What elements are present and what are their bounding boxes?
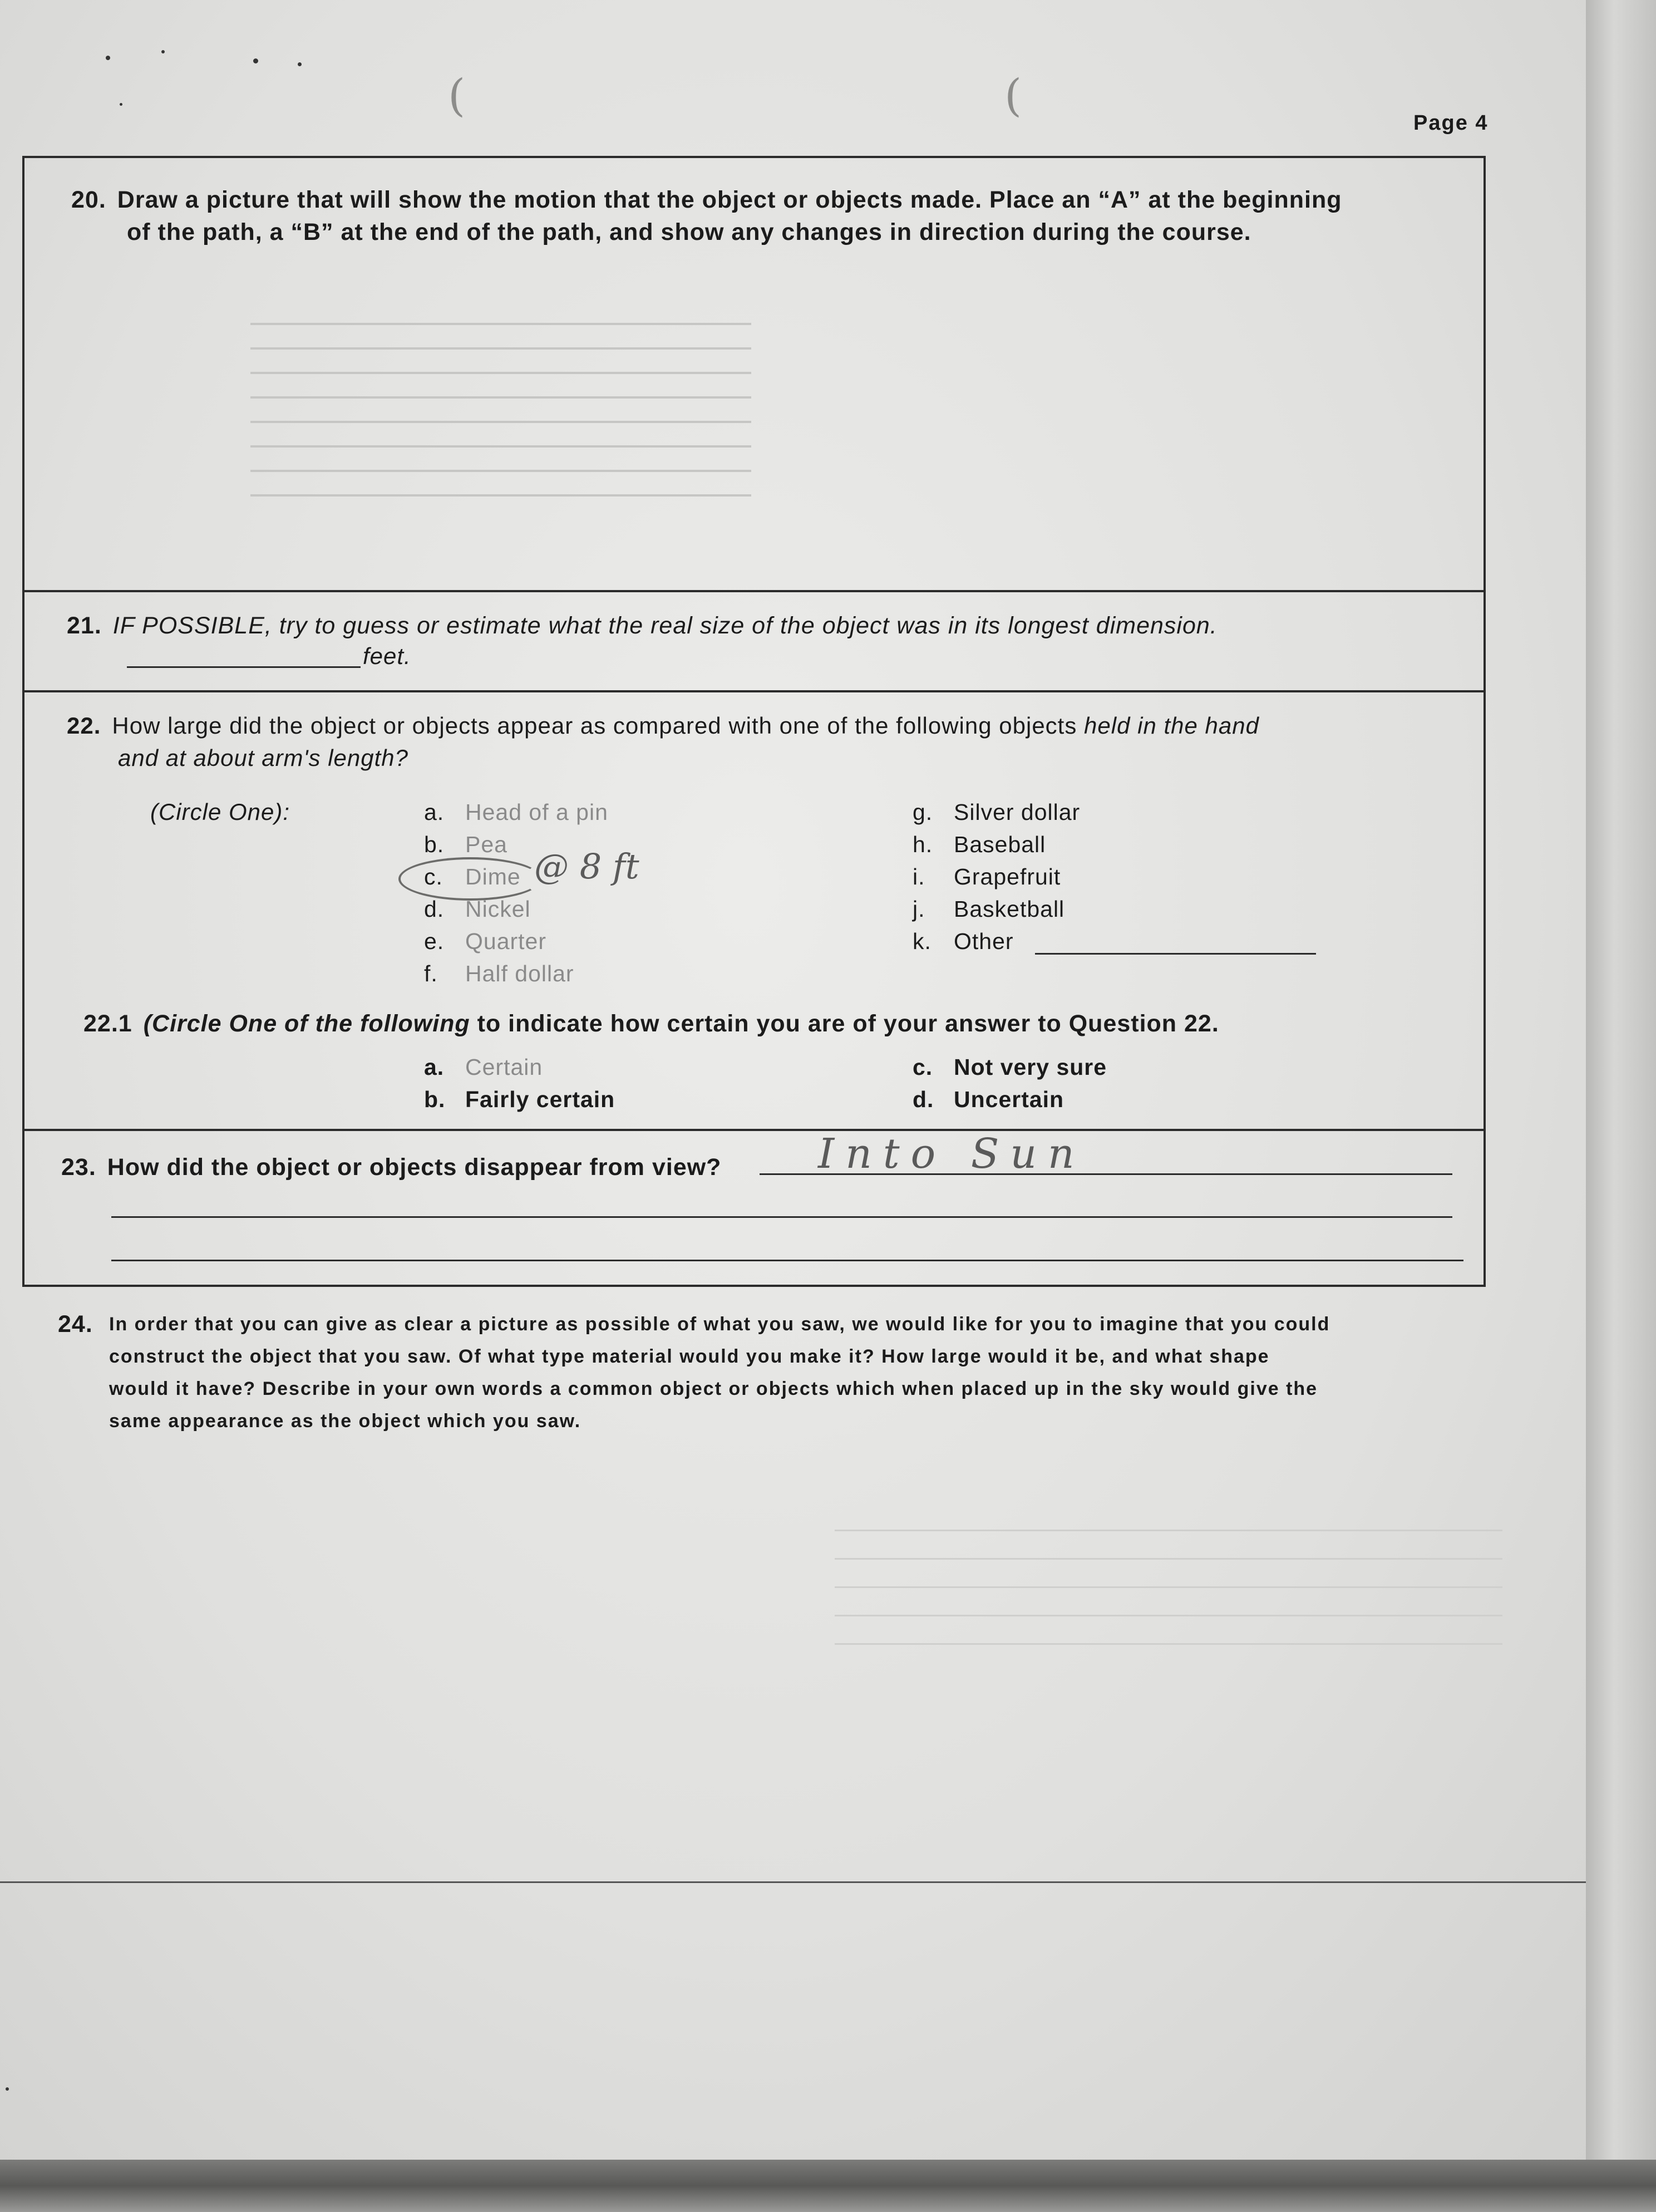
question-22-1 bbox=[83, 1007, 1219, 1040]
size-option[interactable]: j. Basketball bbox=[913, 896, 1065, 922]
size-option[interactable]: b. Pea bbox=[424, 832, 507, 857]
question-20-line2: of the path, a “B” at the end of the path, and show any changes in direction during the course. bbox=[127, 219, 1251, 245]
question-number: 22.1 bbox=[83, 1010, 132, 1037]
description-answer-area[interactable] bbox=[27, 1447, 1481, 1876]
scan-speck bbox=[253, 58, 258, 63]
size-option[interactable]: i. Grapefruit bbox=[913, 864, 1061, 889]
size-option[interactable]: e. Quarter bbox=[424, 928, 546, 954]
rule-right bbox=[1483, 156, 1486, 1286]
question-24-line1: In order that you can give as clear a picture as possible of what you saw, we would like for you to imagine that you could bbox=[109, 1314, 1330, 1335]
rule-after-q21 bbox=[22, 690, 1486, 692]
question-22-line2: and at about arm's length? bbox=[118, 745, 409, 771]
question-text: (Circle One of the following bbox=[143, 1010, 470, 1037]
size-option-selected[interactable]: c. Dime bbox=[424, 864, 521, 889]
question-number: 22. bbox=[67, 712, 101, 739]
disappear-answer-line-2[interactable] bbox=[111, 1216, 1452, 1218]
rule-bottom bbox=[0, 1881, 1586, 1883]
certainty-option[interactable]: c. Not very sure bbox=[913, 1054, 1107, 1080]
rule-after-q20 bbox=[22, 590, 1486, 592]
question-24-line3: would it have? Describe in your own words a common object or objects which when placed up in the sky would give the bbox=[109, 1378, 1318, 1399]
question-text: Draw a picture that will show the motion that the object or objects made. Place an “A” at the beginning bbox=[117, 186, 1342, 213]
question-number: 23. bbox=[61, 1154, 96, 1181]
handwritten-circle bbox=[398, 857, 542, 901]
question-24 bbox=[58, 1308, 104, 1340]
rule-left bbox=[22, 156, 24, 1286]
question-20 bbox=[71, 184, 1342, 216]
certainty-option[interactable]: d. Uncertain bbox=[913, 1087, 1064, 1112]
question-text: to indicate how certain you are of your answer to Question 22. bbox=[470, 1010, 1219, 1037]
size-option[interactable]: h. Baseball bbox=[913, 832, 1046, 857]
punch-hole-mark: ( bbox=[448, 70, 466, 121]
question-number: 21. bbox=[67, 612, 102, 639]
question-24-line2: construct the object that you saw. Of what type material would you make it? How large would it be, and what shape bbox=[109, 1346, 1270, 1367]
scan-speck bbox=[161, 50, 165, 53]
size-option[interactable]: a. Head of a pin bbox=[424, 799, 608, 825]
scan-speck bbox=[106, 56, 110, 60]
size-option[interactable]: k. Other bbox=[913, 928, 1014, 954]
question-text: How did the object or objects disappear from view? bbox=[107, 1154, 722, 1181]
rule-top bbox=[22, 156, 1486, 158]
other-answer-field[interactable] bbox=[1035, 953, 1316, 955]
question-21 bbox=[67, 609, 1218, 642]
circle-one-instruction: (Circle One): bbox=[150, 799, 290, 825]
handwritten-answer: Into Sun bbox=[818, 1130, 1086, 1178]
question-22 bbox=[67, 710, 1259, 742]
question-23 bbox=[61, 1151, 721, 1183]
handwritten-annotation: @ 8 ft bbox=[534, 846, 639, 887]
question-text: How large did the object or objects appear as compared with one of the following objects bbox=[112, 712, 1085, 739]
size-option[interactable]: g. Silver dollar bbox=[913, 799, 1081, 825]
question-number: 20. bbox=[71, 186, 106, 213]
scan-speck bbox=[120, 103, 122, 106]
size-unit: feet. bbox=[363, 643, 411, 669]
rule-after-q23 bbox=[22, 1285, 1486, 1287]
question-number: 24. bbox=[58, 1311, 93, 1338]
question-text-emphasis: held in the hand bbox=[1084, 712, 1259, 739]
disappear-answer-line-3[interactable] bbox=[111, 1260, 1463, 1261]
drawing-area[interactable] bbox=[27, 256, 1481, 588]
size-option[interactable]: d. Nickel bbox=[424, 896, 531, 922]
rule-after-q22-1 bbox=[22, 1129, 1486, 1131]
certainty-option[interactable]: b. Fairly certain bbox=[424, 1087, 615, 1112]
question-text: IF POSSIBLE, try to guess or estimate what the real size of the object was in its longest dimension. bbox=[112, 612, 1218, 639]
size-answer-field[interactable] bbox=[127, 666, 361, 668]
scan-edge-bottom bbox=[0, 2160, 1656, 2212]
scan-speck bbox=[298, 62, 302, 66]
scan-speck bbox=[6, 2087, 9, 2091]
punch-hole-mark: ( bbox=[1004, 70, 1022, 121]
scan-edge-right bbox=[1586, 0, 1656, 2212]
certainty-option[interactable]: a. Certain bbox=[424, 1054, 543, 1080]
size-option[interactable]: f. Half dollar bbox=[424, 961, 574, 986]
page-number: Page 4 bbox=[1413, 111, 1489, 135]
question-24-line4: same appearance as the object which you saw. bbox=[109, 1410, 581, 1432]
